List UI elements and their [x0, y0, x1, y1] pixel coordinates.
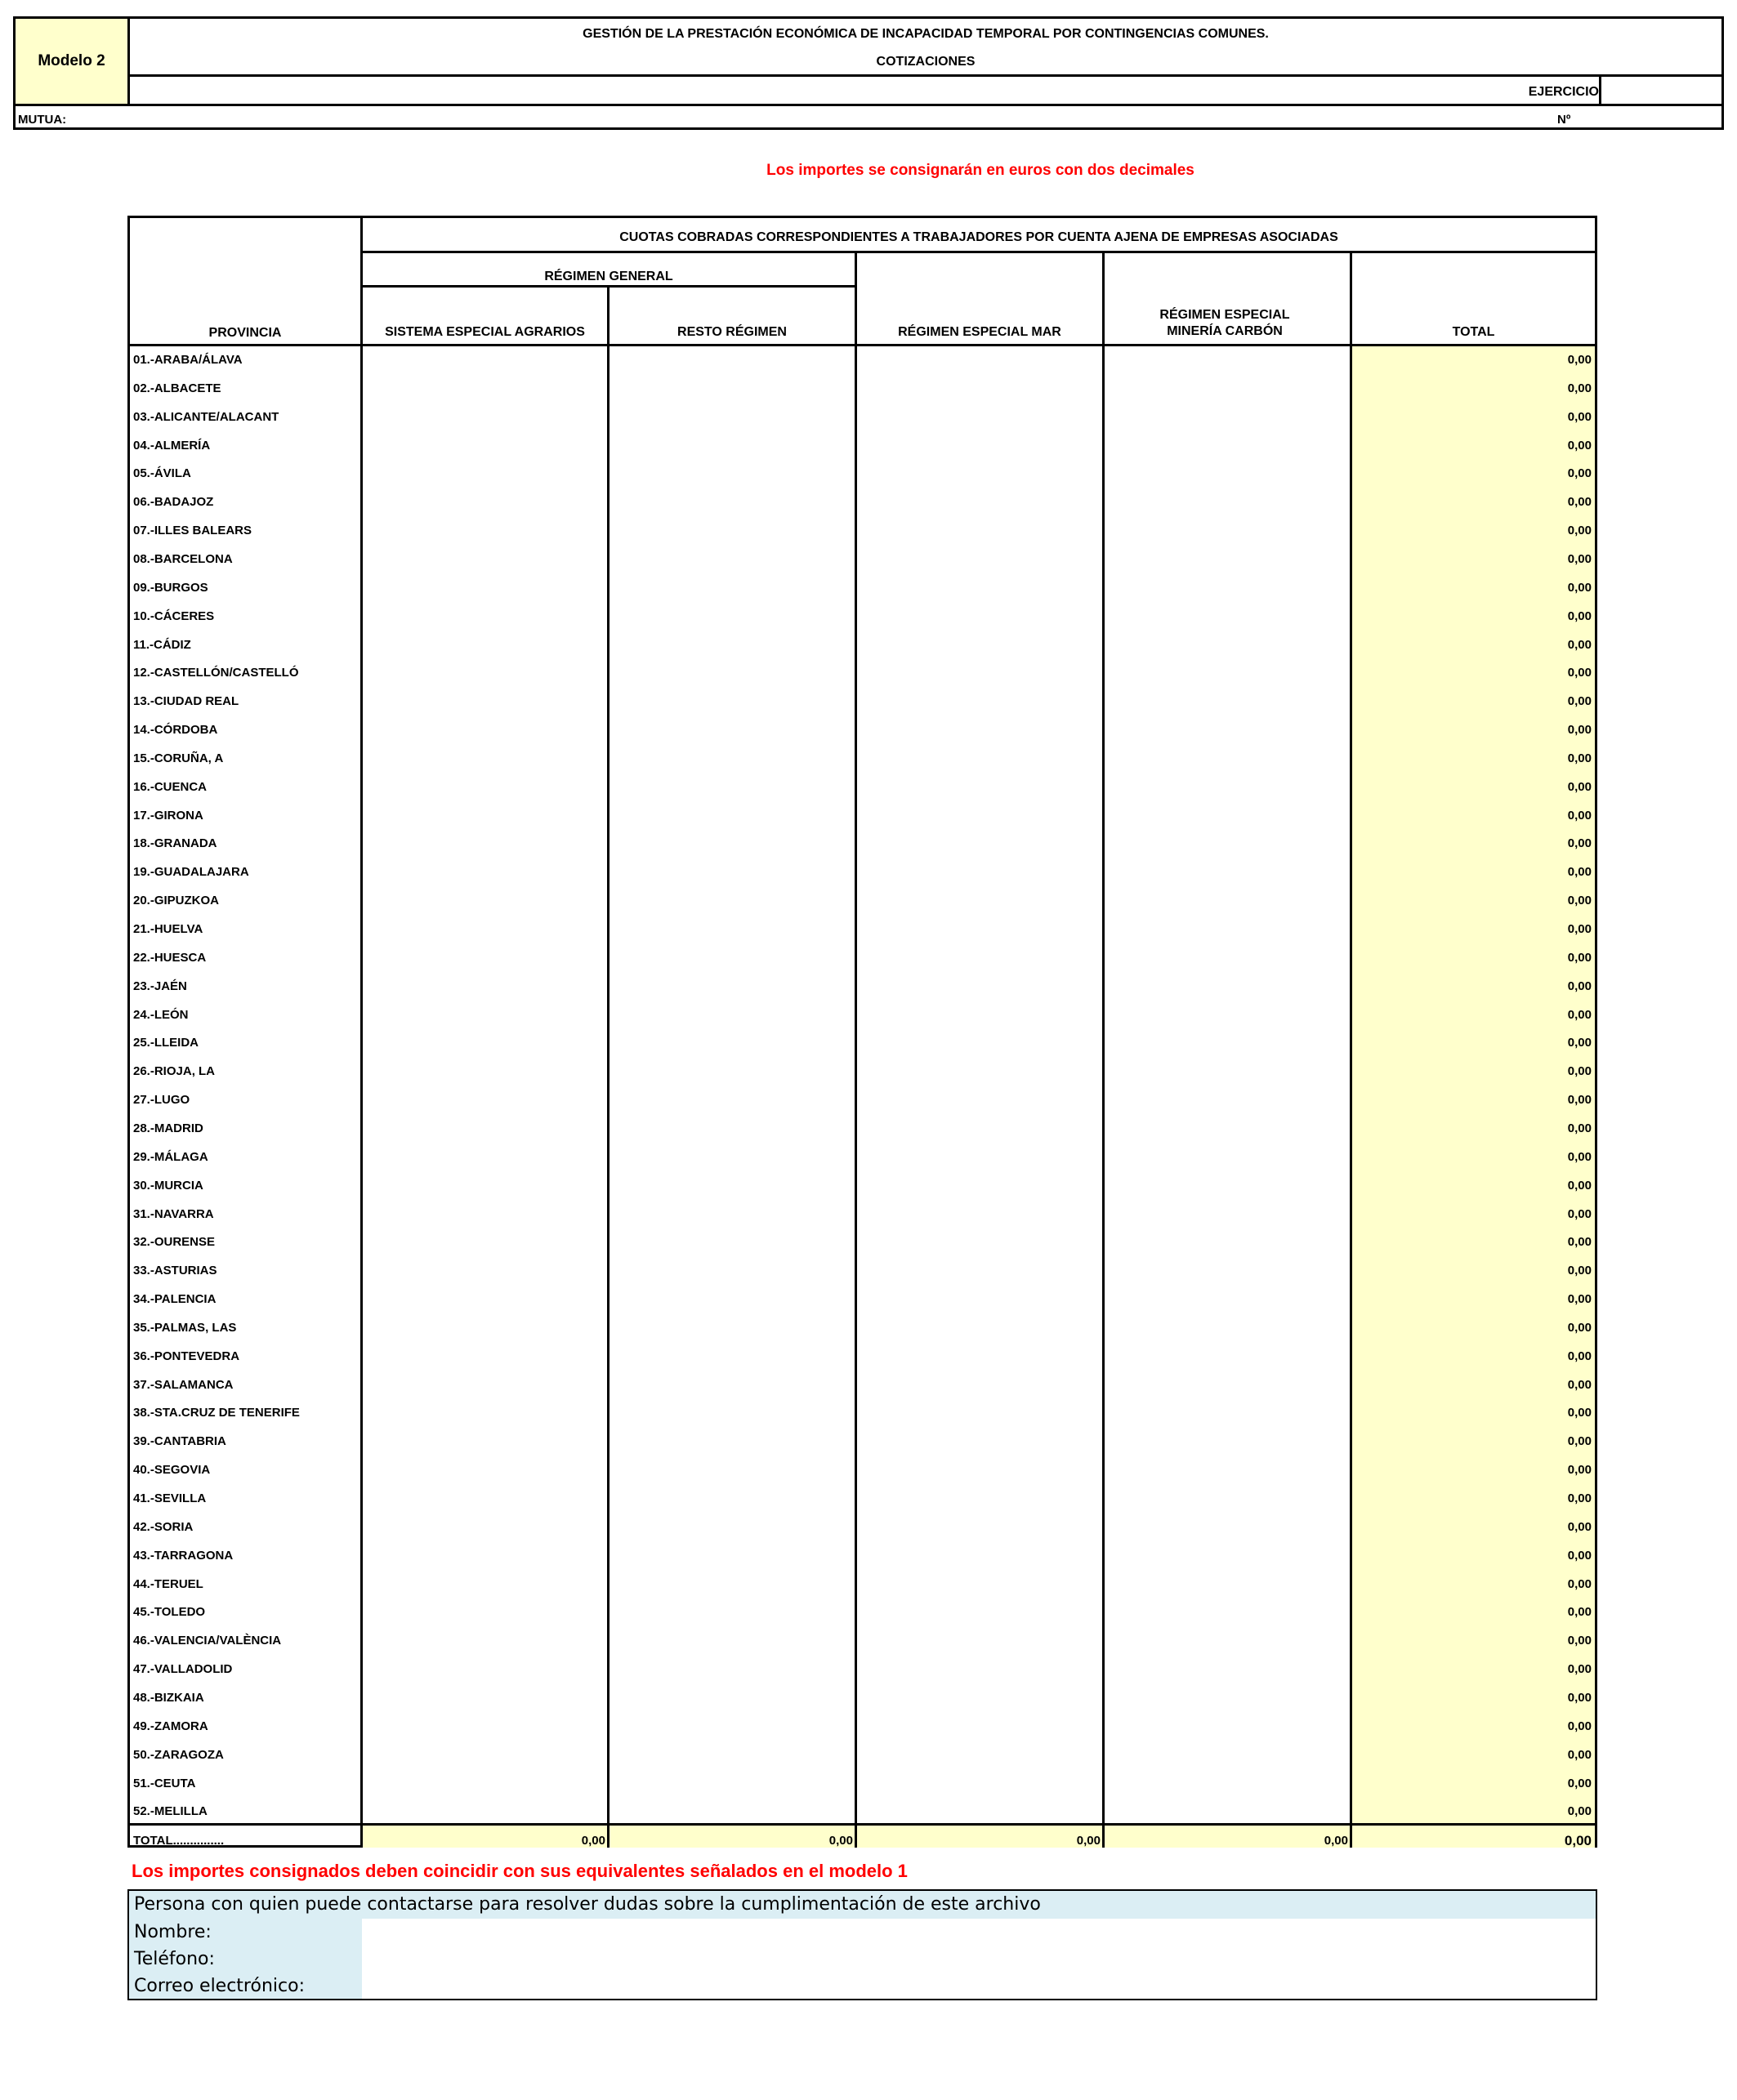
- col-resto: RESTO RÉGIMEN: [677, 325, 787, 339]
- provincia-name: 51.-CEUTA: [133, 1776, 196, 1790]
- row-total: 0,00: [1567, 1007, 1592, 1022]
- ejercicio-label: EJERCICIO: [1528, 85, 1599, 99]
- table-row: [130, 460, 1595, 488]
- provincia-name: 34.-PALENCIA: [133, 1292, 217, 1307]
- table-row: [130, 1598, 1595, 1627]
- row-total: 0,00: [1567, 779, 1592, 794]
- row-total: 0,00: [1567, 1491, 1592, 1505]
- provincia-name: 11.-CÁDIZ: [133, 637, 191, 652]
- provincia-name: 05.-ÁVILA: [133, 466, 191, 481]
- provincia-name: 48.-BIZKAIA: [133, 1690, 204, 1705]
- table-row: [130, 1257, 1595, 1286]
- provincia-name: 23.-JAÉN: [133, 979, 187, 993]
- table-row: [130, 631, 1595, 660]
- table-row: [130, 1627, 1595, 1656]
- row-total: 0,00: [1567, 609, 1592, 623]
- table-row: [130, 1343, 1595, 1371]
- table-row: [130, 688, 1595, 716]
- row-total: 0,00: [1567, 466, 1592, 481]
- row-total: 0,00: [1567, 836, 1592, 851]
- provincia-name: 26.-RIOJA, LA: [133, 1064, 216, 1079]
- table-row: [130, 659, 1595, 688]
- table-row: [130, 1001, 1595, 1030]
- provincia-name: 07.-ILLES BALEARS: [133, 524, 252, 538]
- row-total: 0,00: [1567, 1235, 1592, 1250]
- table-row: [130, 1485, 1595, 1514]
- ejercicio-field[interactable]: [1599, 74, 1721, 104]
- provincia-name: 47.-VALLADOLID: [133, 1662, 233, 1677]
- row-total: 0,00: [1567, 1747, 1592, 1762]
- table-row: [130, 1144, 1595, 1172]
- table-row: [130, 1314, 1595, 1343]
- row-total: 0,00: [1567, 1036, 1592, 1050]
- table-row: [130, 375, 1595, 404]
- row-total: 0,00: [1567, 551, 1592, 566]
- row-total: 0,00: [1567, 1434, 1592, 1449]
- table-row: [130, 432, 1595, 461]
- provincia-name: 01.-ARABA/ÁLAVA: [133, 353, 243, 367]
- provincia-name: 24.-LEÓN: [133, 1007, 189, 1022]
- table-row: [130, 1228, 1595, 1257]
- provincia-name: 44.-TERUEL: [133, 1576, 203, 1591]
- table-row: [130, 1770, 1595, 1799]
- row-total: 0,00: [1567, 637, 1592, 652]
- row-total: 0,00: [1567, 1519, 1592, 1534]
- table-row: [130, 1656, 1595, 1684]
- row-total: 0,00: [1567, 1206, 1592, 1221]
- table-row: [130, 887, 1595, 916]
- provincia-name: 25.-LLEIDA: [133, 1036, 199, 1050]
- row-total: 0,00: [1567, 1149, 1592, 1164]
- provincia-name: 45.-TOLEDO: [133, 1605, 206, 1620]
- table-row: [130, 1798, 1595, 1826]
- provincia-name: 13.-CIUDAD REAL: [133, 694, 239, 709]
- provincia-name: 36.-PONTEVEDRA: [133, 1349, 240, 1363]
- nombre-label: Nombre:: [134, 1922, 212, 1942]
- table-row: [130, 603, 1595, 631]
- row-total: 0,00: [1567, 894, 1592, 908]
- contact-box: [127, 1889, 1597, 2000]
- table-row: [130, 1201, 1595, 1229]
- provincia-name: 31.-NAVARRA: [133, 1206, 214, 1221]
- row-total: 0,00: [1567, 1377, 1592, 1392]
- provincia-name: 20.-GIPUZKOA: [133, 894, 220, 908]
- currency-note: Los importes se consignarán en euros con dos decimales: [766, 162, 1194, 179]
- row-total: 0,00: [1567, 580, 1592, 595]
- correo-field[interactable]: [362, 1973, 1596, 1999]
- col-mar: RÉGIMEN ESPECIAL MAR: [898, 325, 1061, 339]
- provincia-name: 40.-SEGOVIA: [133, 1463, 211, 1478]
- provincia-name: 38.-STA.CRUZ DE TENERIFE: [133, 1406, 300, 1420]
- provincia-name: 39.-CANTABRIA: [133, 1434, 226, 1449]
- total-mineria: 0,00: [1324, 1834, 1348, 1848]
- group-header: CUOTAS COBRADAS CORRESPONDIENTES A TRABAJADORES POR CUENTA AJENA DE EMPRESAS ASOCIADAS: [619, 230, 1338, 244]
- table-row: [130, 973, 1595, 1001]
- form-subtitle: COTIZACIONES: [876, 55, 976, 69]
- row-total: 0,00: [1567, 524, 1592, 538]
- provincia-name: 09.-BURGOS: [133, 580, 208, 595]
- row-total: 0,00: [1567, 1463, 1592, 1478]
- nombre-field[interactable]: [362, 1919, 1596, 1945]
- table-row: [130, 574, 1595, 603]
- table-row: [130, 830, 1595, 858]
- provincia-name: 18.-GRANADA: [133, 836, 217, 851]
- numero-label: Nº: [1557, 113, 1571, 127]
- table-row: [130, 1428, 1595, 1456]
- provincia-name: 08.-BARCELONA: [133, 551, 233, 566]
- row-total: 0,00: [1567, 723, 1592, 738]
- row-total: 0,00: [1567, 1634, 1592, 1648]
- row-total: 0,00: [1567, 381, 1592, 395]
- row-total: 0,00: [1567, 409, 1592, 424]
- row-total: 0,00: [1567, 1576, 1592, 1591]
- table-row: [130, 944, 1595, 973]
- total-resto: 0,00: [828, 1834, 853, 1848]
- provincia-name: 28.-MADRID: [133, 1121, 203, 1135]
- table-row: [130, 1456, 1595, 1485]
- provincia-name: 32.-OURENSE: [133, 1235, 216, 1250]
- provincia-name: 22.-HUESCA: [133, 950, 207, 965]
- divider: [130, 74, 1721, 77]
- total-mar: 0,00: [1076, 1834, 1101, 1848]
- row-total: 0,00: [1567, 1349, 1592, 1363]
- table-row: [130, 488, 1595, 517]
- provincia-name: 04.-ALMERÍA: [133, 438, 211, 453]
- provincia-name: 50.-ZARAGOZA: [133, 1747, 224, 1762]
- provincia-name: 43.-TARRAGONA: [133, 1548, 234, 1563]
- table-row: [130, 1086, 1595, 1115]
- row-total: 0,00: [1567, 751, 1592, 765]
- telefono-label: Teléfono:: [134, 1949, 215, 1969]
- row-total: 0,00: [1567, 950, 1592, 965]
- table-row: [130, 1371, 1595, 1400]
- row-total: 0,00: [1567, 1093, 1592, 1108]
- row-total: 0,00: [1567, 1121, 1592, 1135]
- table-row: [130, 1172, 1595, 1201]
- row-total: 0,00: [1567, 1292, 1592, 1307]
- coincidence-note: Los importes consignados deben coincidir con sus equivalentes señalados en el modelo 1: [132, 1861, 908, 1881]
- provincia-name: 29.-MÁLAGA: [133, 1149, 208, 1164]
- col-mineria: RÉGIMEN ESPECIAL MINERÍA CARBÓN: [1159, 308, 1290, 338]
- table-row: [130, 1115, 1595, 1144]
- table-row: [130, 1542, 1595, 1571]
- table-row: [130, 546, 1595, 574]
- table-row: [130, 517, 1595, 546]
- table-row: [130, 1713, 1595, 1741]
- provincia-name: 46.-VALENCIA/VALÈNCIA: [133, 1634, 282, 1648]
- provincia-name: 10.-CÁCERES: [133, 609, 215, 623]
- provincia-name: 41.-SEVILLA: [133, 1491, 207, 1505]
- provincia-name: 42.-SORIA: [133, 1519, 194, 1534]
- row-total: 0,00: [1567, 922, 1592, 936]
- row-total: 0,00: [1567, 979, 1592, 993]
- provincia-name: 49.-ZAMORA: [133, 1719, 208, 1733]
- mutua-label: MUTUA:: [18, 113, 67, 127]
- row-total: 0,00: [1567, 495, 1592, 510]
- col-agrarios: SISTEMA ESPECIAL AGRARIOS: [385, 325, 585, 339]
- provincia-name: 02.-ALBACETE: [133, 381, 221, 395]
- row-total: 0,00: [1567, 1662, 1592, 1677]
- row-total: 0,00: [1567, 1804, 1592, 1819]
- regimen-general-header: RÉGIMEN GENERAL: [544, 270, 673, 283]
- row-total: 0,00: [1567, 666, 1592, 680]
- row-total: 0,00: [1567, 1548, 1592, 1563]
- row-total: 0,00: [1567, 1605, 1592, 1620]
- table-row: [130, 1058, 1595, 1086]
- row-total: 0,00: [1567, 1178, 1592, 1193]
- provincia-name: 16.-CUENCA: [133, 779, 208, 794]
- totals-label: TOTAL...............: [133, 1834, 225, 1848]
- table-row: [130, 858, 1595, 887]
- provincia-name: 37.-SALAMANCA: [133, 1377, 234, 1392]
- table-row: [130, 1741, 1595, 1770]
- table-row: [130, 346, 1595, 375]
- table-row: [130, 745, 1595, 774]
- provincia-name: 19.-GUADALAJARA: [133, 865, 249, 880]
- row-total: 0,00: [1567, 1719, 1592, 1733]
- col-total: TOTAL: [1452, 325, 1495, 339]
- table-row: [130, 716, 1595, 745]
- table-row: [130, 1571, 1595, 1599]
- table-row: [130, 1514, 1595, 1542]
- table-row: [130, 404, 1595, 432]
- divider: [363, 251, 1595, 253]
- row-total: 0,00: [1567, 1690, 1592, 1705]
- form-title: GESTIÓN DE LA PRESTACIÓN ECONÓMICA DE INCAPACIDAD TEMPORAL POR CONTINGENCIAS COMUNES.: [583, 27, 1269, 41]
- provincia-name: 06.-BADAJOZ: [133, 495, 214, 510]
- table-row: [130, 1399, 1595, 1428]
- table-row: [130, 1684, 1595, 1713]
- provincia-name: 35.-PALMAS, LAS: [133, 1320, 237, 1335]
- row-total: 0,00: [1567, 808, 1592, 823]
- contact-heading: Persona con quien puede contactarse para resolver dudas sobre la cumplimentación de este archivo: [134, 1894, 1041, 1915]
- table-row: [130, 1029, 1595, 1058]
- divider: [363, 285, 857, 288]
- table-row: [130, 916, 1595, 944]
- provincia-name: 27.-LUGO: [133, 1093, 190, 1108]
- provincia-name: 21.-HUELVA: [133, 922, 203, 936]
- provincia-name: 15.-CORUÑA, A: [133, 751, 224, 765]
- row-total: 0,00: [1567, 438, 1592, 453]
- provincia-name: 30.-MURCIA: [133, 1178, 203, 1193]
- total-general: 0,00: [1564, 1833, 1592, 1848]
- row-total: 0,00: [1567, 1264, 1592, 1278]
- total-agrarios: 0,00: [581, 1834, 605, 1848]
- row-total: 0,00: [1567, 694, 1592, 709]
- provincia-name: 14.-CÓRDOBA: [133, 723, 218, 738]
- provincia-name: 17.-GIRONA: [133, 808, 203, 823]
- row-total: 0,00: [1567, 1064, 1592, 1079]
- table-row: [130, 1286, 1595, 1314]
- row-total: 0,00: [1567, 1406, 1592, 1420]
- cotizaciones-table: [127, 216, 1597, 1848]
- provincia-name: 52.-MELILLA: [133, 1804, 208, 1819]
- totals-row: [130, 1825, 1595, 1848]
- table-row: [130, 774, 1595, 802]
- telefono-field[interactable]: [362, 1946, 1596, 1972]
- divider: [16, 104, 1721, 106]
- provincia-name: 03.-ALICANTE/ALACANT: [133, 409, 279, 424]
- provincia-name: 12.-CASTELLÓN/CASTELLÓ: [133, 666, 299, 680]
- col-provincia: PROVINCIA: [208, 326, 282, 340]
- provincia-name: 33.-ASTURIAS: [133, 1264, 217, 1278]
- row-total: 0,00: [1567, 1320, 1592, 1335]
- row-total: 0,00: [1567, 353, 1592, 367]
- row-total: 0,00: [1567, 865, 1592, 880]
- form-header: [13, 16, 1724, 130]
- correo-label: Correo electrónico:: [134, 1976, 305, 1996]
- modelo-label: Modelo 2: [16, 19, 130, 104]
- row-total: 0,00: [1567, 1776, 1592, 1790]
- table-row: [130, 802, 1595, 831]
